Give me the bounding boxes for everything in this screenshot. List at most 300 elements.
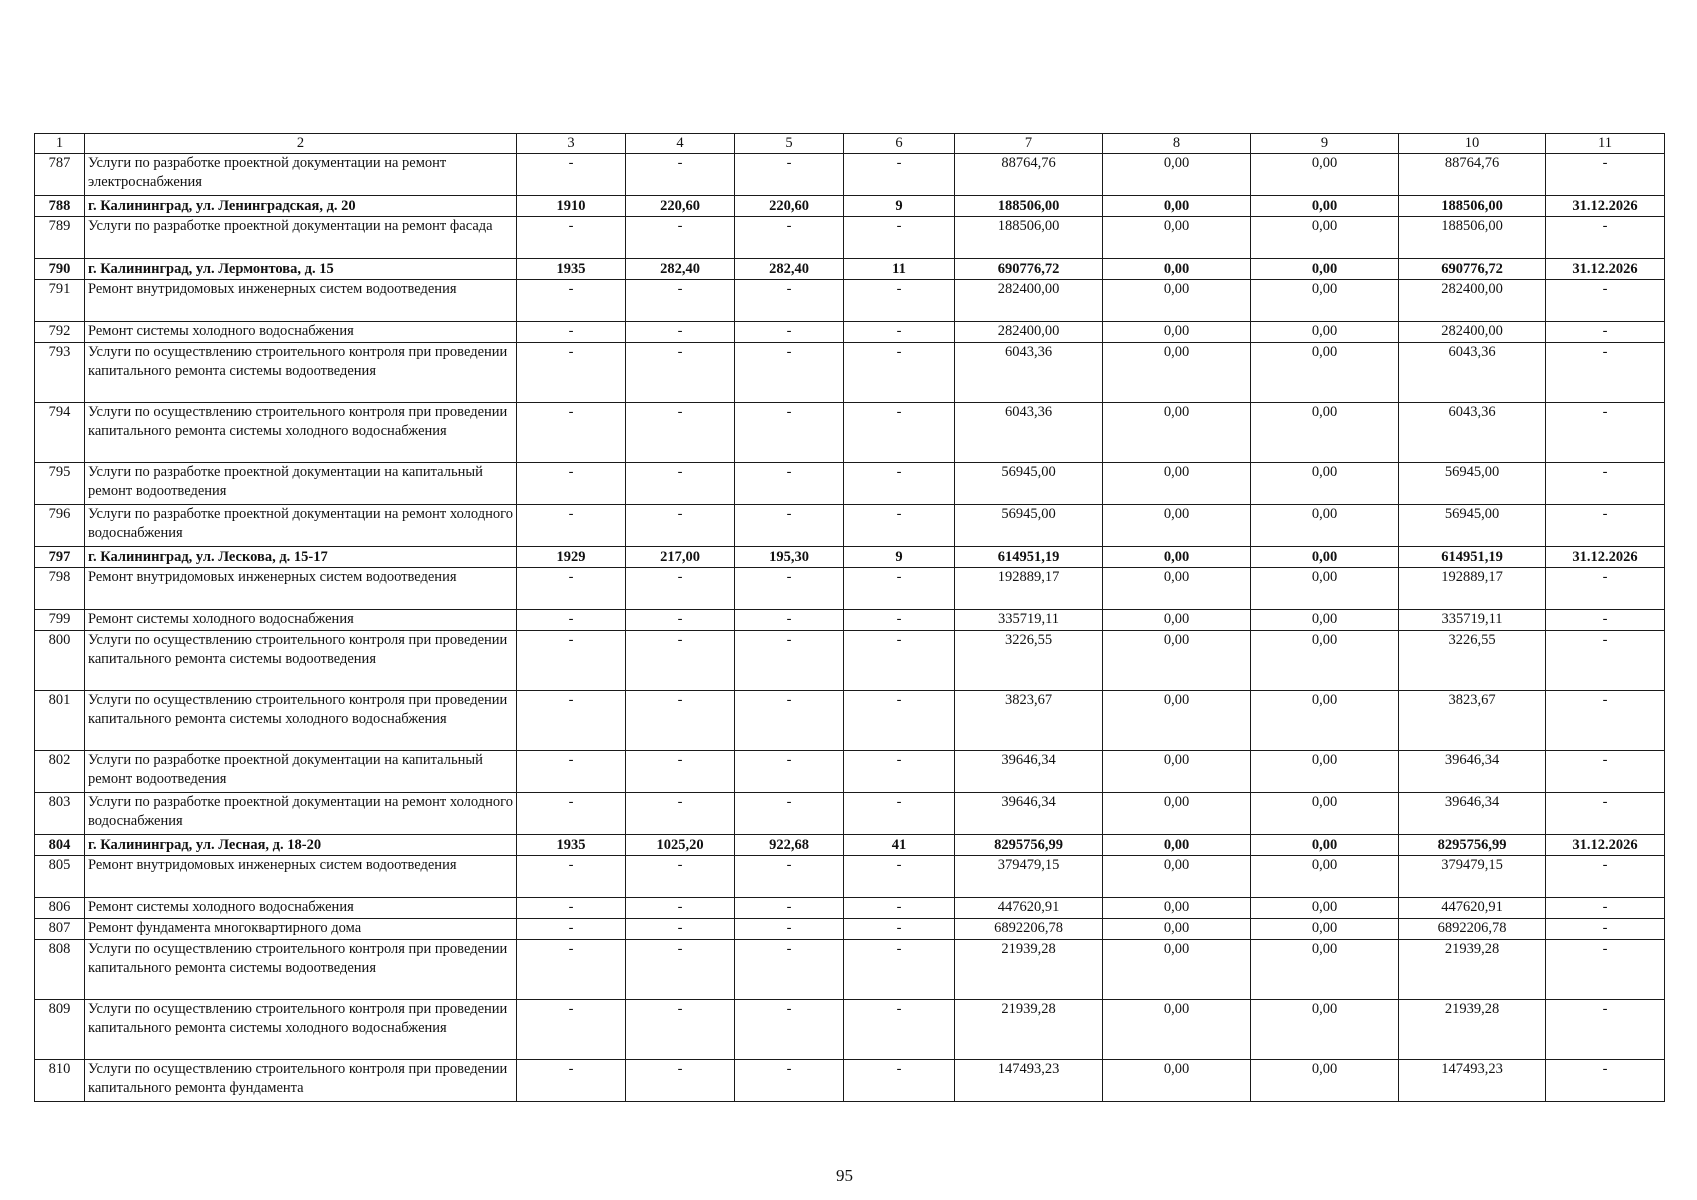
owners-cost-cell: 147493,23 (1399, 1060, 1546, 1102)
residents-count-cell: - (844, 463, 955, 505)
budget-cost-cell: 0,00 (1251, 751, 1399, 793)
owners-cost-cell: 21939,28 (1399, 1000, 1546, 1060)
total-cost-cell: 8295756,99 (955, 835, 1103, 856)
completion-date-cell: - (1546, 1060, 1665, 1102)
budget-cost-cell: 0,00 (1251, 568, 1399, 610)
budget-cost-cell: 0,00 (1251, 691, 1399, 751)
row-number-cell: 799 (35, 610, 85, 631)
year-built-cell: - (517, 343, 626, 403)
total-area-cell: - (626, 322, 735, 343)
completion-date-cell: - (1546, 793, 1665, 835)
living-area-cell: - (735, 280, 844, 322)
total-cost-cell: 6043,36 (955, 343, 1103, 403)
budget-cost-cell: 0,00 (1251, 631, 1399, 691)
completion-date-cell: - (1546, 610, 1665, 631)
owners-cost-cell: 282400,00 (1399, 280, 1546, 322)
total-cost-cell: 39646,34 (955, 793, 1103, 835)
owners-cost-cell: 3226,55 (1399, 631, 1546, 691)
work-description-cell: Ремонт внутридомовых инженерных систем водоотведения (85, 856, 517, 898)
budget-cost-cell: 0,00 (1251, 217, 1399, 259)
row-number-cell: 797 (35, 547, 85, 568)
fund-cost-cell: 0,00 (1103, 505, 1251, 547)
budget-cost-cell: 0,00 (1251, 196, 1399, 217)
residents-count-cell: - (844, 154, 955, 196)
completion-date-cell: - (1546, 463, 1665, 505)
column-header: 5 (735, 134, 844, 154)
year-built-cell: - (517, 280, 626, 322)
living-area-cell: - (735, 751, 844, 793)
row-number-cell: 806 (35, 898, 85, 919)
residents-count-cell: - (844, 322, 955, 343)
work-description-cell: Услуги по разработке проектной документации на ремонт электроснабжения (85, 154, 517, 196)
total-area-cell: 217,00 (626, 547, 735, 568)
total-area-cell: - (626, 1060, 735, 1102)
year-built-cell: - (517, 322, 626, 343)
row-number-cell: 803 (35, 793, 85, 835)
year-built-cell: - (517, 154, 626, 196)
budget-cost-cell: 0,00 (1251, 547, 1399, 568)
budget-cost-cell: 0,00 (1251, 940, 1399, 1000)
owners-cost-cell: 6043,36 (1399, 343, 1546, 403)
fund-cost-cell: 0,00 (1103, 568, 1251, 610)
living-area-cell: - (735, 568, 844, 610)
column-header: 1 (35, 134, 85, 154)
fund-cost-cell: 0,00 (1103, 259, 1251, 280)
total-cost-cell: 614951,19 (955, 547, 1103, 568)
work-item-row (35, 403, 1665, 463)
completion-date-cell: 31.12.2026 (1546, 259, 1665, 280)
living-area-cell: - (735, 1060, 844, 1102)
completion-date-cell: - (1546, 631, 1665, 691)
total-cost-cell: 3823,67 (955, 691, 1103, 751)
work-item-row (35, 751, 1665, 793)
residents-count-cell: - (844, 793, 955, 835)
work-description-cell: Ремонт внутридомовых инженерных систем водоотведения (85, 568, 517, 610)
year-built-cell: - (517, 568, 626, 610)
column-header: 10 (1399, 134, 1546, 154)
row-number-cell: 807 (35, 919, 85, 940)
completion-date-cell: - (1546, 505, 1665, 547)
total-area-cell: - (626, 505, 735, 547)
living-area-cell: - (735, 940, 844, 1000)
work-item-row (35, 280, 1665, 322)
row-number-cell: 800 (35, 631, 85, 691)
total-cost-cell: 147493,23 (955, 1060, 1103, 1102)
residents-count-cell: - (844, 940, 955, 1000)
row-number-cell: 790 (35, 259, 85, 280)
address-row (35, 196, 1665, 217)
column-header: 8 (1103, 134, 1251, 154)
residents-count-cell: - (844, 1060, 955, 1102)
repair-program-table (34, 133, 1665, 1102)
living-area-cell: - (735, 856, 844, 898)
work-description-cell: г. Калининград, ул. Лесная, д. 18-20 (85, 835, 517, 856)
work-item-row (35, 1000, 1665, 1060)
fund-cost-cell: 0,00 (1103, 793, 1251, 835)
work-description-cell: Услуги по осуществлению строительного контроля при проведении капитального ремонта системы водоотведения (85, 631, 517, 691)
work-description-cell: г. Калининград, ул. Лермонтова, д. 15 (85, 259, 517, 280)
work-description-cell: Ремонт системы холодного водоснабжения (85, 898, 517, 919)
fund-cost-cell: 0,00 (1103, 343, 1251, 403)
residents-count-cell: 9 (844, 547, 955, 568)
year-built-cell: - (517, 1060, 626, 1102)
living-area-cell: - (735, 463, 844, 505)
year-built-cell: - (517, 403, 626, 463)
fund-cost-cell: 0,00 (1103, 322, 1251, 343)
residents-count-cell: 9 (844, 196, 955, 217)
year-built-cell: - (517, 919, 626, 940)
work-description-cell: Услуги по осуществлению строительного контроля при проведении капитального ремонта системы холодного водоснабжения (85, 403, 517, 463)
row-number-cell: 793 (35, 343, 85, 403)
completion-date-cell: - (1546, 898, 1665, 919)
year-built-cell: 1935 (517, 835, 626, 856)
residents-count-cell: - (844, 280, 955, 322)
fund-cost-cell: 0,00 (1103, 463, 1251, 505)
work-item-row (35, 856, 1665, 898)
living-area-cell: - (735, 403, 844, 463)
residents-count-cell: - (844, 1000, 955, 1060)
work-description-cell: Услуги по осуществлению строительного контроля при проведении капитального ремонта системы холодного водоснабжения (85, 1000, 517, 1060)
year-built-cell: - (517, 856, 626, 898)
living-area-cell: - (735, 691, 844, 751)
completion-date-cell: - (1546, 691, 1665, 751)
total-cost-cell: 188506,00 (955, 217, 1103, 259)
living-area-cell: - (735, 610, 844, 631)
owners-cost-cell: 6892206,78 (1399, 919, 1546, 940)
total-cost-cell: 21939,28 (955, 940, 1103, 1000)
total-cost-cell: 21939,28 (955, 1000, 1103, 1060)
completion-date-cell: 31.12.2026 (1546, 196, 1665, 217)
living-area-cell: - (735, 898, 844, 919)
work-description-cell: Услуги по разработке проектной документации на капитальный ремонт водоотведения (85, 463, 517, 505)
residents-count-cell: - (844, 568, 955, 610)
work-item-row (35, 568, 1665, 610)
work-item-row (35, 217, 1665, 259)
completion-date-cell: - (1546, 940, 1665, 1000)
residents-count-cell: - (844, 610, 955, 631)
row-number-cell: 801 (35, 691, 85, 751)
total-cost-cell: 88764,76 (955, 154, 1103, 196)
fund-cost-cell: 0,00 (1103, 940, 1251, 1000)
completion-date-cell: - (1546, 322, 1665, 343)
residents-count-cell: - (844, 919, 955, 940)
fund-cost-cell: 0,00 (1103, 1060, 1251, 1102)
page-number: 95 (836, 1166, 853, 1185)
owners-cost-cell: 335719,11 (1399, 610, 1546, 631)
fund-cost-cell: 0,00 (1103, 856, 1251, 898)
budget-cost-cell: 0,00 (1251, 835, 1399, 856)
total-area-cell: - (626, 751, 735, 793)
owners-cost-cell: 447620,91 (1399, 898, 1546, 919)
completion-date-cell: - (1546, 154, 1665, 196)
fund-cost-cell: 0,00 (1103, 691, 1251, 751)
total-area-cell: - (626, 919, 735, 940)
year-built-cell: - (517, 793, 626, 835)
work-description-cell: Услуги по осуществлению строительного контроля при проведении капитального ремонта системы водоотведения (85, 940, 517, 1000)
budget-cost-cell: 0,00 (1251, 463, 1399, 505)
budget-cost-cell: 0,00 (1251, 1000, 1399, 1060)
residents-count-cell: - (844, 343, 955, 403)
completion-date-cell: 31.12.2026 (1546, 835, 1665, 856)
completion-date-cell: - (1546, 919, 1665, 940)
completion-date-cell: - (1546, 343, 1665, 403)
living-area-cell: - (735, 1000, 844, 1060)
living-area-cell: 282,40 (735, 259, 844, 280)
completion-date-cell: - (1546, 403, 1665, 463)
total-cost-cell: 56945,00 (955, 463, 1103, 505)
fund-cost-cell: 0,00 (1103, 547, 1251, 568)
living-area-cell: - (735, 793, 844, 835)
total-area-cell: - (626, 691, 735, 751)
living-area-cell: - (735, 919, 844, 940)
address-row (35, 547, 1665, 568)
total-area-cell: - (626, 343, 735, 403)
living-area-cell: - (735, 631, 844, 691)
address-row (35, 259, 1665, 280)
work-description-cell: г. Калининград, ул. Лескова, д. 15-17 (85, 547, 517, 568)
total-cost-cell: 39646,34 (955, 751, 1103, 793)
work-description-cell: Услуги по разработке проектной документации на ремонт холодного водоснабжения (85, 793, 517, 835)
completion-date-cell: - (1546, 280, 1665, 322)
total-area-cell: - (626, 631, 735, 691)
total-cost-cell: 3226,55 (955, 631, 1103, 691)
row-number-cell: 787 (35, 154, 85, 196)
row-number-cell: 810 (35, 1060, 85, 1102)
total-area-cell: - (626, 793, 735, 835)
column-header: 9 (1251, 134, 1399, 154)
residents-count-cell: - (844, 751, 955, 793)
fund-cost-cell: 0,00 (1103, 835, 1251, 856)
fund-cost-cell: 0,00 (1103, 403, 1251, 463)
total-area-cell: - (626, 1000, 735, 1060)
residents-count-cell: - (844, 691, 955, 751)
residents-count-cell: - (844, 856, 955, 898)
budget-cost-cell: 0,00 (1251, 919, 1399, 940)
total-area-cell: - (626, 568, 735, 610)
completion-date-cell: - (1546, 568, 1665, 610)
total-area-cell: - (626, 463, 735, 505)
year-built-cell: - (517, 631, 626, 691)
address-row (35, 835, 1665, 856)
budget-cost-cell: 0,00 (1251, 610, 1399, 631)
completion-date-cell: - (1546, 217, 1665, 259)
year-built-cell: - (517, 691, 626, 751)
total-cost-cell: 282400,00 (955, 322, 1103, 343)
work-description-cell: Ремонт системы холодного водоснабжения (85, 610, 517, 631)
year-built-cell: 1935 (517, 259, 626, 280)
total-area-cell: 1025,20 (626, 835, 735, 856)
work-item-row (35, 1060, 1665, 1102)
total-cost-cell: 690776,72 (955, 259, 1103, 280)
owners-cost-cell: 188506,00 (1399, 217, 1546, 259)
work-description-cell: Ремонт фундамента многоквартирного дома (85, 919, 517, 940)
total-area-cell: 220,60 (626, 196, 735, 217)
owners-cost-cell: 614951,19 (1399, 547, 1546, 568)
owners-cost-cell: 39646,34 (1399, 793, 1546, 835)
work-item-row (35, 898, 1665, 919)
residents-count-cell: - (844, 505, 955, 547)
owners-cost-cell: 282400,00 (1399, 322, 1546, 343)
budget-cost-cell: 0,00 (1251, 154, 1399, 196)
work-description-cell: г. Калининград, ул. Ленинградская, д. 20 (85, 196, 517, 217)
residents-count-cell: - (844, 631, 955, 691)
row-number-cell: 792 (35, 322, 85, 343)
total-area-cell: - (626, 280, 735, 322)
row-number-cell: 798 (35, 568, 85, 610)
total-area-cell: - (626, 403, 735, 463)
fund-cost-cell: 0,00 (1103, 631, 1251, 691)
year-built-cell: - (517, 898, 626, 919)
owners-cost-cell: 56945,00 (1399, 505, 1546, 547)
living-area-cell: 195,30 (735, 547, 844, 568)
row-number-cell: 789 (35, 217, 85, 259)
work-item-row (35, 505, 1665, 547)
work-description-cell: Ремонт системы холодного водоснабжения (85, 322, 517, 343)
column-number-header-row (35, 134, 1665, 154)
column-header: 4 (626, 134, 735, 154)
residents-count-cell: - (844, 217, 955, 259)
work-item-row (35, 610, 1665, 631)
column-header: 7 (955, 134, 1103, 154)
total-cost-cell: 188506,00 (955, 196, 1103, 217)
owners-cost-cell: 21939,28 (1399, 940, 1546, 1000)
budget-cost-cell: 0,00 (1251, 505, 1399, 547)
residents-count-cell: - (844, 898, 955, 919)
residents-count-cell: - (844, 403, 955, 463)
total-area-cell: - (626, 940, 735, 1000)
work-item-row (35, 919, 1665, 940)
table-body (35, 134, 1665, 1102)
fund-cost-cell: 0,00 (1103, 898, 1251, 919)
budget-cost-cell: 0,00 (1251, 403, 1399, 463)
row-number-cell: 805 (35, 856, 85, 898)
fund-cost-cell: 0,00 (1103, 154, 1251, 196)
row-number-cell: 809 (35, 1000, 85, 1060)
year-built-cell: - (517, 940, 626, 1000)
owners-cost-cell: 39646,34 (1399, 751, 1546, 793)
fund-cost-cell: 0,00 (1103, 610, 1251, 631)
work-item-row (35, 343, 1665, 403)
row-number-cell: 808 (35, 940, 85, 1000)
year-built-cell: - (517, 1000, 626, 1060)
year-built-cell: - (517, 505, 626, 547)
living-area-cell: 220,60 (735, 196, 844, 217)
budget-cost-cell: 0,00 (1251, 259, 1399, 280)
total-cost-cell: 335719,11 (955, 610, 1103, 631)
living-area-cell: - (735, 217, 844, 259)
total-cost-cell: 447620,91 (955, 898, 1103, 919)
living-area-cell: - (735, 154, 844, 196)
budget-cost-cell: 0,00 (1251, 280, 1399, 322)
total-area-cell: 282,40 (626, 259, 735, 280)
column-header: 11 (1546, 134, 1665, 154)
work-item-row (35, 631, 1665, 691)
fund-cost-cell: 0,00 (1103, 1000, 1251, 1060)
living-area-cell: - (735, 322, 844, 343)
work-item-row (35, 154, 1665, 196)
completion-date-cell: - (1546, 751, 1665, 793)
budget-cost-cell: 0,00 (1251, 1060, 1399, 1102)
living-area-cell: 922,68 (735, 835, 844, 856)
total-cost-cell: 6892206,78 (955, 919, 1103, 940)
owners-cost-cell: 3823,67 (1399, 691, 1546, 751)
total-area-cell: - (626, 856, 735, 898)
budget-cost-cell: 0,00 (1251, 898, 1399, 919)
owners-cost-cell: 690776,72 (1399, 259, 1546, 280)
row-number-cell: 791 (35, 280, 85, 322)
total-area-cell: - (626, 154, 735, 196)
owners-cost-cell: 8295756,99 (1399, 835, 1546, 856)
fund-cost-cell: 0,00 (1103, 196, 1251, 217)
work-item-row (35, 691, 1665, 751)
column-header: 6 (844, 134, 955, 154)
completion-date-cell: 31.12.2026 (1546, 547, 1665, 568)
work-description-cell: Услуги по разработке проектной документации на капитальный ремонт водоотведения (85, 751, 517, 793)
year-built-cell: - (517, 610, 626, 631)
year-built-cell: - (517, 751, 626, 793)
row-number-cell: 795 (35, 463, 85, 505)
column-header: 3 (517, 134, 626, 154)
year-built-cell: - (517, 217, 626, 259)
work-description-cell: Услуги по разработке проектной документации на ремонт фасада (85, 217, 517, 259)
residents-count-cell: 41 (844, 835, 955, 856)
owners-cost-cell: 6043,36 (1399, 403, 1546, 463)
row-number-cell: 788 (35, 196, 85, 217)
residents-count-cell: 11 (844, 259, 955, 280)
work-description-cell: Услуги по осуществлению строительного контроля при проведении капитального ремонта системы холодного водоснабжения (85, 691, 517, 751)
year-built-cell: 1910 (517, 196, 626, 217)
completion-date-cell: - (1546, 1000, 1665, 1060)
budget-cost-cell: 0,00 (1251, 793, 1399, 835)
row-number-cell: 796 (35, 505, 85, 547)
budget-cost-cell: 0,00 (1251, 856, 1399, 898)
column-header: 2 (85, 134, 517, 154)
completion-date-cell: - (1546, 856, 1665, 898)
year-built-cell: 1929 (517, 547, 626, 568)
fund-cost-cell: 0,00 (1103, 280, 1251, 322)
owners-cost-cell: 88764,76 (1399, 154, 1546, 196)
living-area-cell: - (735, 343, 844, 403)
row-number-cell: 794 (35, 403, 85, 463)
work-item-row (35, 463, 1665, 505)
total-area-cell: - (626, 610, 735, 631)
total-cost-cell: 6043,36 (955, 403, 1103, 463)
fund-cost-cell: 0,00 (1103, 919, 1251, 940)
total-cost-cell: 56945,00 (955, 505, 1103, 547)
living-area-cell: - (735, 505, 844, 547)
work-description-cell: Услуги по осуществлению строительного контроля при проведении капитального ремонта фундамента (85, 1060, 517, 1102)
work-description-cell: Услуги по осуществлению строительного контроля при проведении капитального ремонта системы водоотведения (85, 343, 517, 403)
fund-cost-cell: 0,00 (1103, 217, 1251, 259)
budget-cost-cell: 0,00 (1251, 343, 1399, 403)
owners-cost-cell: 192889,17 (1399, 568, 1546, 610)
owners-cost-cell: 188506,00 (1399, 196, 1546, 217)
total-cost-cell: 282400,00 (955, 280, 1103, 322)
total-cost-cell: 379479,15 (955, 856, 1103, 898)
budget-cost-cell: 0,00 (1251, 322, 1399, 343)
fund-cost-cell: 0,00 (1103, 751, 1251, 793)
total-cost-cell: 192889,17 (955, 568, 1103, 610)
total-area-cell: - (626, 898, 735, 919)
total-area-cell: - (626, 217, 735, 259)
work-item-row (35, 322, 1665, 343)
work-item-row (35, 940, 1665, 1000)
owners-cost-cell: 379479,15 (1399, 856, 1546, 898)
row-number-cell: 804 (35, 835, 85, 856)
owners-cost-cell: 56945,00 (1399, 463, 1546, 505)
work-description-cell: Ремонт внутридомовых инженерных систем водоотведения (85, 280, 517, 322)
row-number-cell: 802 (35, 751, 85, 793)
